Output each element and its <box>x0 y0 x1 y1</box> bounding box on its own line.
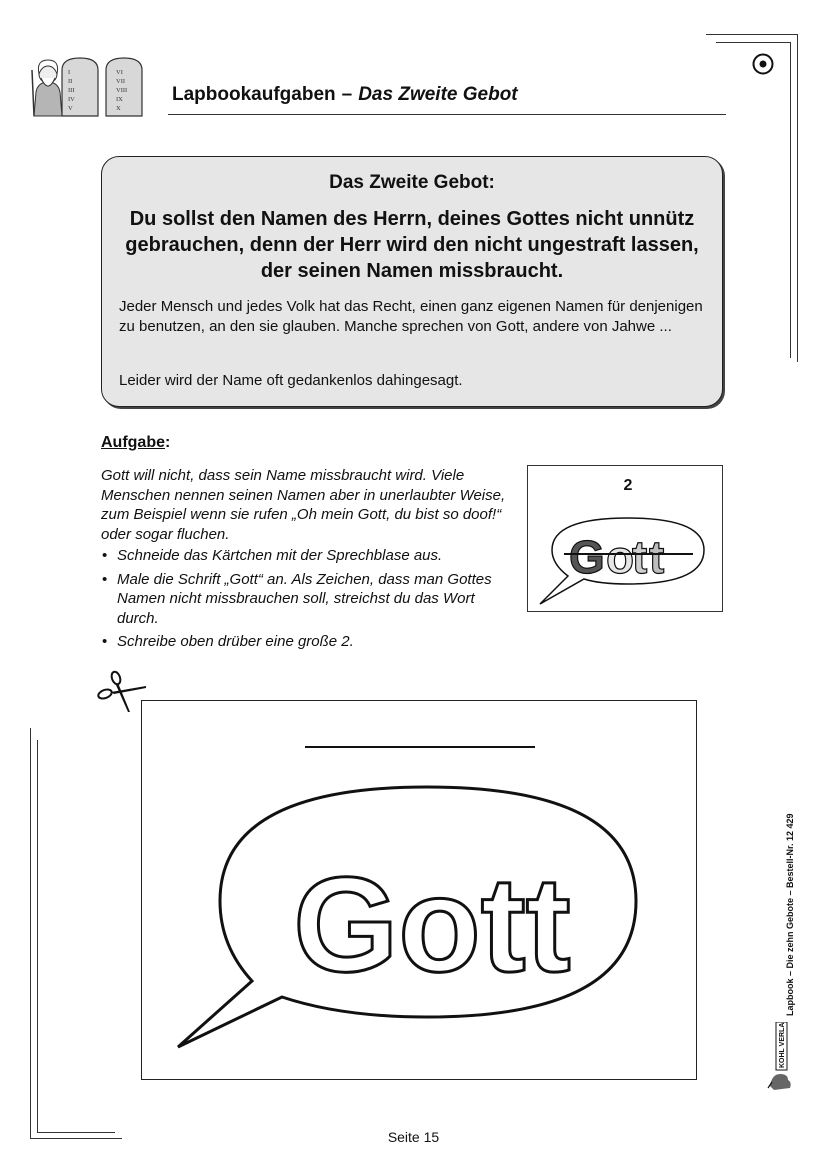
publisher-logo-icon <box>766 1022 800 1092</box>
commandment-title: Das Zweite Gebot: <box>329 172 495 193</box>
tablet-numeral: X <box>116 105 121 112</box>
commandment-paragraph: Leider wird der Name oft gedankenlos dahingesagt. <box>119 372 463 389</box>
task-list-item: • Male die Schrift „Gott“ an. Als Zeichen, dass man Gottes Namen nicht missbrauchen soll, streichst du das Wort durch. <box>101 570 511 629</box>
tablet-numeral: III <box>68 87 75 94</box>
frame-line <box>30 728 31 1138</box>
tablet-numeral: II <box>68 78 73 85</box>
task-list-item: • Schneide das Kärtchen mit der Sprechblase aus. <box>101 546 511 566</box>
frame-line <box>716 42 790 43</box>
frame-line <box>706 34 798 35</box>
commandment-quote: Du sollst den Namen des Herrn, deines Gottes nicht unnütz gebrauchen, denn der Herr wird den nicht ungestraft lassen, der seinen Namen missbraucht. <box>125 208 699 282</box>
tablet-numeral: I <box>68 69 71 76</box>
gott-outline-word: Gott <box>293 849 571 1000</box>
example-letter: G <box>569 531 605 583</box>
cutout-card <box>141 700 697 1080</box>
example-letter: t <box>632 531 648 583</box>
frame-line <box>790 42 791 358</box>
frame-line <box>797 34 798 362</box>
page-subtitle: Das Zweite Gebot <box>358 84 518 105</box>
title-dash: – <box>341 84 353 105</box>
page-title <box>172 84 518 106</box>
commandment-box <box>101 156 723 407</box>
task-heading <box>101 434 170 452</box>
tablet-numeral: VIII <box>116 87 128 94</box>
header-rule <box>168 114 726 115</box>
task-intro: Gott will nicht, dass sein Name missbraucht wird. Viele Menschen nennen seinen Namen aber in unerlaubter Weise, zum Beispiel wenn sie rufen „Oh mein Gott, du bist so doof!“ oder sogar fluchen. <box>101 467 506 543</box>
tablet-numeral: VII <box>116 78 126 85</box>
task-heading-colon: : <box>165 434 171 451</box>
task-heading-label: Aufgabe <box>101 434 165 451</box>
commandment-paragraph: Jeder Mensch und jedes Volk hat das Recht, einen ganz eigenen Namen für denjenigen zu benutzen, an den sie glauben. Manche sprechen von Gott, andere von Jahwe ... <box>119 298 703 335</box>
example-number: 2 <box>623 477 633 494</box>
page-number: Seite 15 <box>387 1129 440 1145</box>
order-info: Lapbook – Die zehn Gebote – Bestell-Nr. 12 429 <box>785 813 795 1016</box>
tablet-numeral: VI <box>116 69 123 76</box>
tablet-numeral: IX <box>116 96 123 103</box>
tablet-numeral: V <box>68 105 73 112</box>
publisher-name: KOHL VERLAG <box>779 1022 786 1068</box>
page-title-main: Lapbookaufgaben <box>172 84 336 105</box>
example-card <box>527 465 723 612</box>
task-list <box>101 546 511 656</box>
example-letter: t <box>649 531 665 583</box>
moses-tablets-icon <box>28 52 160 118</box>
frame-line <box>37 740 38 1132</box>
target-icon <box>752 53 774 75</box>
example-letter: o <box>606 531 635 583</box>
task-list-item: • Schreibe oben drüber eine große 2. <box>101 632 511 652</box>
tablet-numeral: IV <box>68 96 75 103</box>
